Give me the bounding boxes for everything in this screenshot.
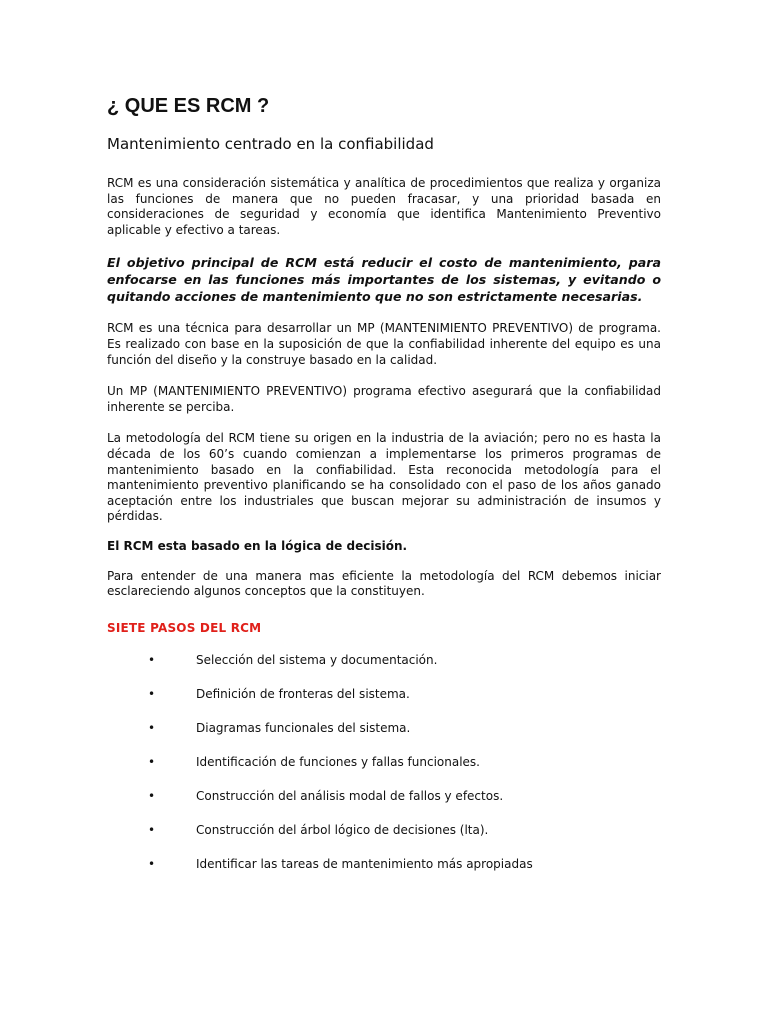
list-item-text: Selección del sistema y documentación. bbox=[196, 652, 438, 667]
bullet-icon: • bbox=[148, 686, 156, 701]
paragraph-mp-program: Un MP (MANTENIMIENTO PREVENTIVO) programa efectivo asegurará que la confiabilidad inherente se perciba. bbox=[107, 384, 661, 414]
bullet-icon: • bbox=[148, 652, 156, 667]
list-item-text: Construcción del análisis modal de fallos y efectos. bbox=[196, 788, 504, 803]
bullet-icon: • bbox=[148, 720, 156, 735]
bullet-icon: • bbox=[148, 754, 156, 769]
list-item-text: Identificar las tareas de mantenimiento más apropiadas bbox=[196, 856, 533, 871]
list-item bbox=[107, 687, 661, 721]
paragraph-objective: El objetivo principal de RCM está reducir el costo de mantenimiento, para enfocarse en las funciones más importantes de los sistemas, y evitando o quitando acciones de mantenimiento que no son estrictamente necesarias. bbox=[107, 255, 661, 305]
list-item bbox=[107, 755, 661, 789]
paragraph-technique: RCM es una técnica para desarrollar un MP (MANTENIMIENTO PREVENTIVO) de programa. Es realizado con base en la suposición de que la confiabilidad inherente del equipo es una función del diseño y la construye basado en la calidad. bbox=[107, 321, 661, 367]
list-item-text: Definición de fronteras del sistema. bbox=[196, 686, 410, 701]
bullet-icon: • bbox=[148, 788, 156, 803]
paragraph-definition: RCM es una consideración sistemática y analítica de procedimientos que realiza y organiza las funciones de manera que no pueden fracasar, y una prioridad basada en consideraciones de seguridad y economía que identifica Mantenimiento Preventivo aplicable y efectivo a tareas. bbox=[107, 176, 661, 237]
paragraph-methodology-origin: La metodología del RCM tiene su origen en la industria de la aviación; pero no es hasta la década de los 60’s cuando comienzan a implementarse los primeros programas de mantenimiento basado en la confiabilidad. Esta reconocida metodología para el mantenimiento preventivo planificando se ha consolidado con el paso de los años ganado aceptación entre los industriales que buscan mejorar su administración de insumos y pérdidas. bbox=[107, 431, 661, 524]
list-item-text: Diagramas funcionales del sistema. bbox=[196, 720, 411, 735]
bullet-icon: • bbox=[148, 856, 156, 871]
bullet-icon: • bbox=[148, 822, 156, 837]
list-item bbox=[107, 857, 661, 891]
paragraph-decision-logic: El RCM esta basado en la lógica de decisión. bbox=[107, 538, 408, 553]
section-heading: SIETE PASOS DEL RCM bbox=[107, 620, 262, 635]
list-item bbox=[107, 823, 661, 857]
paragraph-concepts: Para entender de una manera mas eficiente la metodología del RCM debemos iniciar esclareciendo algunos conceptos que la constituyen. bbox=[107, 568, 661, 599]
list-item bbox=[107, 653, 661, 687]
list-item-text: Identificación de funciones y fallas funcionales. bbox=[196, 754, 480, 769]
list-item-text: Construcción del árbol lógico de decisiones (lta). bbox=[196, 822, 489, 837]
page-subtitle: Mantenimiento centrado en la confiabilidad bbox=[107, 135, 434, 153]
list-item bbox=[107, 789, 661, 823]
page-title: ¿ QUE ES RCM ? bbox=[107, 95, 270, 117]
list-item bbox=[107, 721, 661, 755]
steps-list bbox=[107, 653, 661, 891]
